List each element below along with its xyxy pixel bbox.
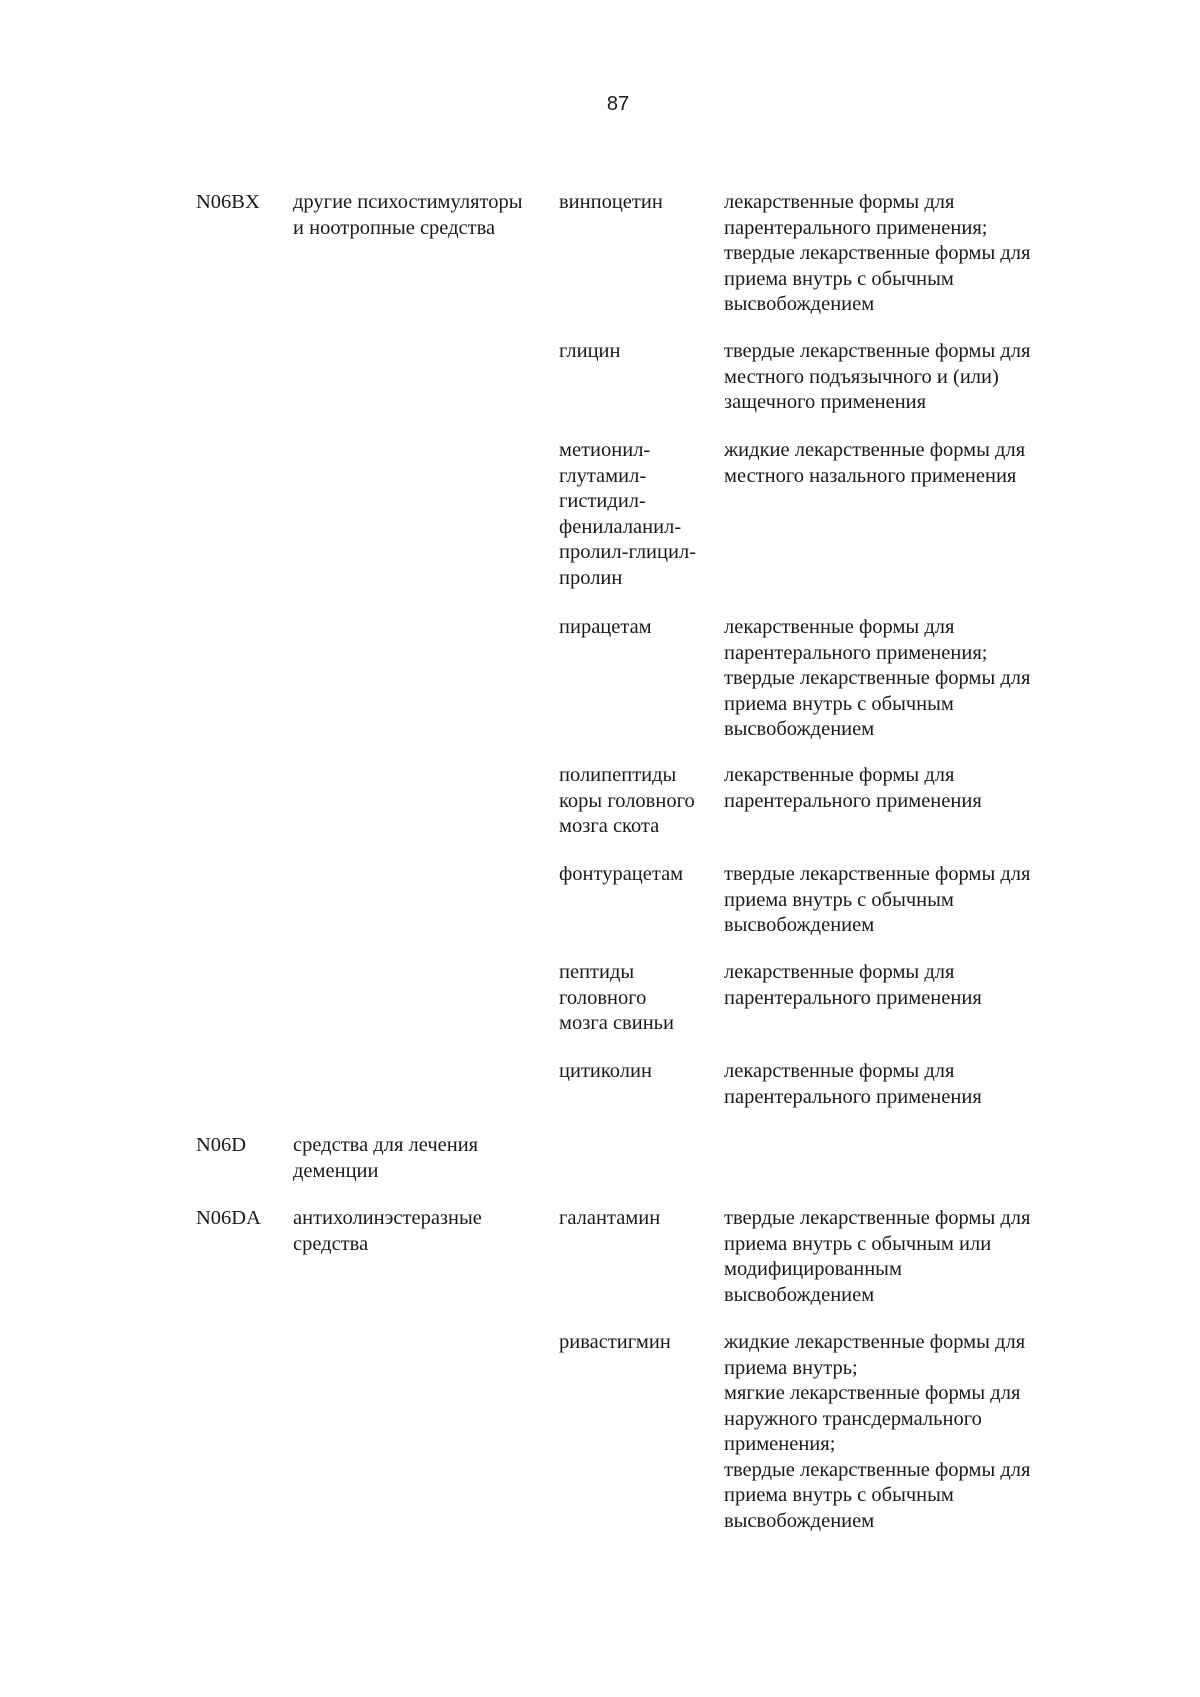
drug-name: фонтурацетам <box>559 863 684 885</box>
dosage-forms: твердые лекарственные формы для местного подъязычного и (или) защечного применения <box>724 340 1031 413</box>
atc-code: N06D <box>196 1134 247 1156</box>
atc-code: N06DA <box>196 1207 261 1229</box>
dosage-forms: лекарственные формы для парентерального применения <box>724 961 982 1009</box>
group-name: антихолинэстеразные средства <box>293 1207 482 1255</box>
group-name: средства для лечения деменции <box>293 1134 479 1182</box>
dosage-forms: лекарственные формы для парентерального применения; твердые лекарственные формы для приема внутрь с обычным высвобождением <box>724 616 1031 740</box>
dosage-forms: лекарственные формы для парентерального применения <box>724 1060 982 1108</box>
drug-name: полипептиды коры головного мозга скота <box>559 764 695 837</box>
drug-name: ривастигмин <box>559 1331 671 1353</box>
dosage-forms: жидкие лекарственные формы для приема внутрь; мягкие лекарственные формы для наружного трансдермального применения; твердые лекарственные формы для приема внутрь с обычным высвобождением <box>724 1331 1031 1532</box>
dosage-forms: лекарственные формы для парентерального применения <box>724 764 982 812</box>
drug-name: метионил- глутамил- гистидил- фенилаланил- пролил-глицил- пролин <box>559 439 697 589</box>
dosage-forms: твердые лекарственные формы для приема внутрь с обычным или модифицированным высвобождением <box>724 1207 1031 1306</box>
page-number: 87 <box>606 93 630 115</box>
drug-name: пептиды головного мозга свиньи <box>559 961 674 1034</box>
drug-name: глицин <box>559 340 621 362</box>
group-name: другие психостимуляторы и ноотропные средства <box>293 191 523 239</box>
dosage-forms: лекарственные формы для парентерального применения; твердые лекарственные формы для приема внутрь с обычным высвобождением <box>724 191 1031 315</box>
drug-name: галантамин <box>559 1207 661 1229</box>
dosage-forms: твердые лекарственные формы для приема внутрь с обычным высвобождением <box>724 863 1031 936</box>
dosage-forms: жидкие лекарственные формы для местного назального применения <box>724 439 1026 487</box>
drug-name: цитиколин <box>559 1060 652 1082</box>
drug-name: винпоцетин <box>559 191 663 213</box>
drug-name: пирацетам <box>559 616 652 638</box>
atc-code: N06BX <box>196 191 260 213</box>
